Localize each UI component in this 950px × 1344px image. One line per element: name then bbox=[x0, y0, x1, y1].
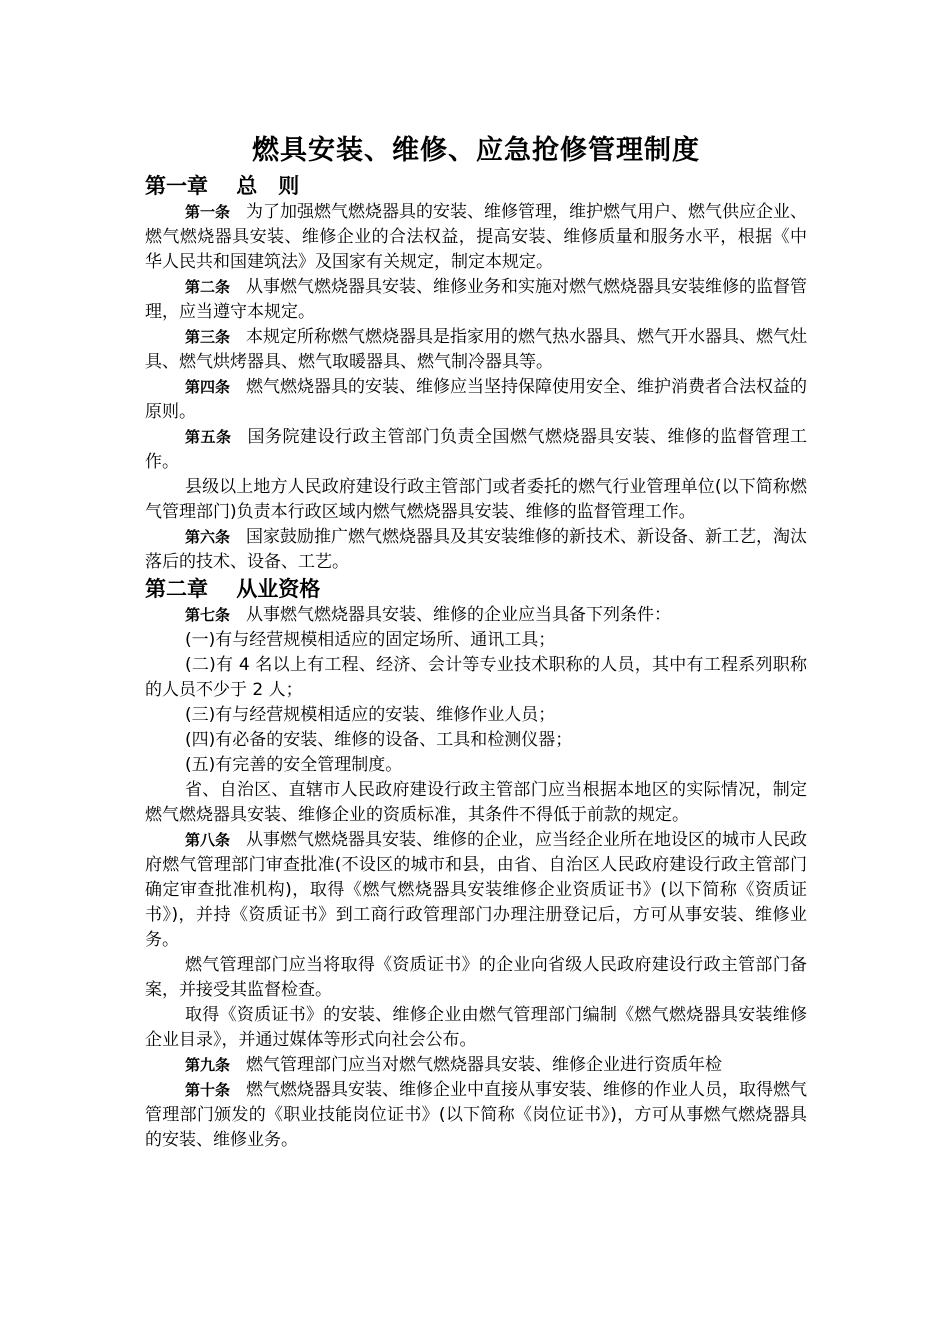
paragraph bbox=[145, 1053, 807, 1078]
paragraph-text: (一)有与经营规模相适应的固定场所、通讯工具； bbox=[185, 630, 556, 650]
paragraph-text: 取得《资质证书》的安装、维修企业由燃气管理部门编制《燃气燃烧器具安装维修企业目录》，并通过媒体等形式向社会公布。 bbox=[145, 1005, 807, 1050]
paragraph-text: 从事燃气燃烧器具安装、维修的企业应当具备下列条件： bbox=[246, 605, 672, 625]
paragraph bbox=[145, 828, 807, 953]
paragraph bbox=[145, 475, 807, 525]
paragraph-text: 燃气燃烧器具的安装、维修应当坚持保障使用安全、维护消费者合法权益的原则。 bbox=[145, 377, 808, 422]
paragraph bbox=[145, 1078, 807, 1153]
paragraph-text: 县级以上地方人民政府建设行政主管部门或者委托的燃气行业管理单位(以下简称燃气管理部门)负责本行政区域内燃气燃烧器具安装、维修的监督管理工作。 bbox=[145, 477, 807, 522]
document-body bbox=[145, 134, 807, 1153]
paragraph-text: 燃气管理部门应当对燃气燃烧器具安装、维修企业进行资质年检 bbox=[246, 1055, 723, 1075]
article-number: 第六条 bbox=[185, 528, 231, 546]
article-number: 第十条 bbox=[185, 1081, 231, 1099]
chapter-heading: 第二章 从业资格 bbox=[145, 577, 321, 601]
paragraph bbox=[145, 425, 807, 475]
document-title: 燃具安装、维修、应急抢修管理制度 bbox=[252, 135, 700, 166]
list-item bbox=[145, 703, 807, 728]
paragraph-text: (三)有与经营规模相适应的安装、维修作业人员； bbox=[185, 705, 556, 725]
article-number: 第三条 bbox=[185, 328, 231, 346]
paragraph-text: 燃气管理部门应当将取得《资质证书》的企业向省级人民政府建设行政主管部门备案，并接受其监督检查。 bbox=[145, 955, 807, 1000]
list-item bbox=[145, 728, 807, 753]
paragraph bbox=[145, 200, 807, 275]
paragraph-text: 从事燃气燃烧器具安装、维修的企业，应当经企业所在地设区的城市人民政府燃气管理部门审查批准(不设区的城市和县，由省、自治区人民政府建设行政主管部门确定审查批准机构)，取得《燃气燃烧器具安装维修企业资质证书》(以下简称《资质证书》)，并持《资质证书》到工商行政管理部门办理注册登记后，方可从事安装、维修业务。 bbox=[145, 830, 808, 950]
paragraph bbox=[145, 275, 807, 325]
paragraph-text: 省、自治区、直辖市人民政府建设行政主管部门应当根据本地区的实际情况，制定燃气燃烧器具安装、维修企业的资质标准，其条件不得低于前款的规定。 bbox=[145, 780, 807, 825]
paragraph bbox=[145, 325, 807, 375]
paragraph-text: (四)有必备的安装、维修的设备、工具和检测仪器； bbox=[185, 730, 573, 750]
paragraph-text: 为了加强燃气燃烧器具的安装、维修管理，维护燃气用户、燃气供应企业、燃气燃烧器具安装、维修企业的合法权益，提高安装、维修质量和服务水平，根据《中华人民共和国建筑法》及国家有关规定，制定本规定。 bbox=[145, 202, 808, 272]
paragraph bbox=[145, 1003, 807, 1053]
list-item bbox=[145, 753, 807, 778]
list-item bbox=[145, 653, 807, 703]
paragraph-text: (二)有 4 名以上有工程、经济、会计等专业技术职称的人员，其中有工程系列职称的人员不少于 2 人； bbox=[145, 655, 807, 700]
paragraph bbox=[145, 603, 807, 628]
paragraph bbox=[145, 525, 807, 575]
paragraph bbox=[145, 375, 807, 425]
paragraph-text: 国家鼓励推广燃气燃烧器具及其安装维修的新技术、新设备、新工艺，淘汰落后的技术、设备、工艺。 bbox=[145, 527, 808, 572]
paragraph-text: 燃气燃烧器具安装、维修企业中直接从事安装、维修的作业人员，取得燃气管理部门颁发的《职业技能岗位证书》(以下简称《岗位证书》)，方可从事燃气燃烧器具的安装、维修业务。 bbox=[145, 1080, 808, 1150]
article-number: 第四条 bbox=[185, 378, 231, 396]
article-number: 第九条 bbox=[185, 1056, 231, 1074]
paragraph-text: (五)有完善的安全管理制度。 bbox=[185, 755, 403, 775]
chapter-heading: 第一章 总 则 bbox=[145, 174, 300, 198]
article-number: 第七条 bbox=[185, 606, 231, 624]
paragraph-text: 从事燃气燃烧器具安装、维修业务和实施对燃气燃烧器具安装维修的监督管理，应当遵守本规定。 bbox=[145, 277, 808, 322]
article-number: 第八条 bbox=[185, 831, 231, 849]
article-number: 第二条 bbox=[185, 278, 231, 296]
paragraph-text: 国务院建设行政主管部门负责全国燃气燃烧器具安装、维修的监督管理工作。 bbox=[145, 427, 807, 472]
paragraph bbox=[145, 778, 807, 828]
article-number: 第五条 bbox=[185, 428, 232, 446]
paragraph-text: 本规定所称燃气燃烧器具是指家用的燃气热水器具、燃气开水器具、燃气灶具、燃气烘烤器具、燃气取暖器具、燃气制冷器具等。 bbox=[145, 327, 808, 372]
paragraph bbox=[145, 953, 807, 1003]
list-item bbox=[145, 628, 807, 653]
article-number: 第一条 bbox=[185, 203, 231, 221]
